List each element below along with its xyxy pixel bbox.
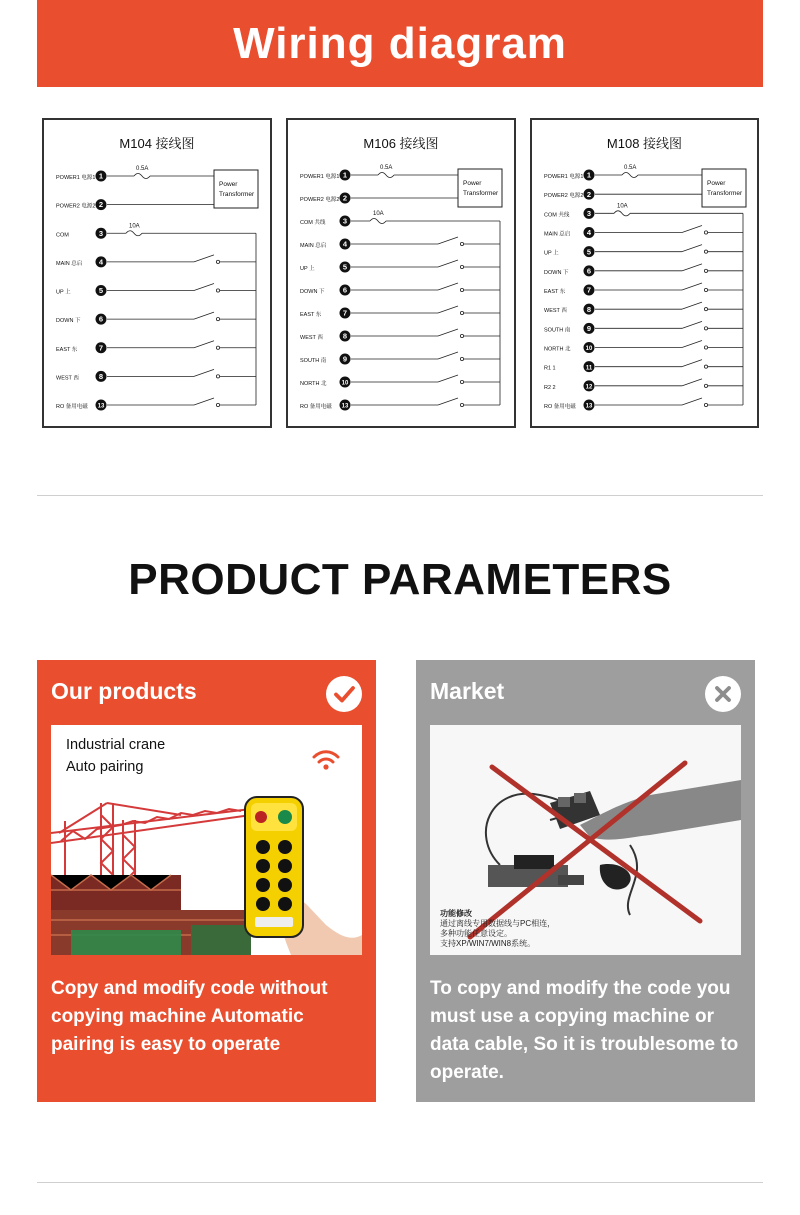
switch-terminal — [216, 318, 219, 321]
terminal-number: 13 — [585, 403, 593, 410]
terminal-number: 8 — [586, 304, 592, 314]
switch-terminal — [704, 365, 707, 368]
switch-terminal — [704, 231, 707, 234]
photo-text-line: 多种功能任意设定。 — [440, 929, 512, 938]
terminal-label: EAST 东 — [544, 289, 566, 295]
power-transformer-box — [702, 169, 746, 207]
terminal-label: WEST 西 — [300, 335, 323, 341]
switch-contact — [682, 341, 702, 348]
switch-contact — [438, 398, 458, 405]
terminal-number: 2 — [98, 200, 104, 210]
switch-terminal — [704, 327, 707, 330]
fuse-com-label: 10A — [129, 223, 140, 230]
caption-auto-pairing: Auto pairing — [66, 759, 144, 775]
switch-terminal — [216, 289, 219, 292]
terminal-label: WEST 西 — [544, 308, 567, 315]
terminal-label: POWER2 电源2 — [56, 203, 96, 210]
terminal-label: UP 上 — [300, 266, 315, 272]
card-title: Our products — [51, 678, 197, 704]
market-description: To copy and modify the code you must use a copying machine or data cable, So it is troublesome to operate. — [430, 978, 739, 1083]
fuse-power-label: 0.5A — [380, 165, 393, 171]
switch-contact — [682, 226, 702, 233]
terminal-label: RO 备用电磁 — [544, 404, 576, 410]
terminal-label: DOWN 下 — [544, 269, 569, 276]
switch-contact — [438, 306, 458, 313]
terminal-number: 1 — [342, 170, 348, 180]
transformer-label: Transformer — [707, 190, 743, 197]
switch-contact — [194, 284, 214, 291]
switch-terminal — [216, 403, 219, 406]
switch-terminal — [704, 384, 707, 387]
switch-contact — [682, 379, 702, 386]
switch-terminal — [704, 269, 707, 272]
terminal-label: SOUTH 南 — [544, 327, 571, 334]
terminal-number: 3 — [342, 216, 348, 226]
close-icon — [705, 676, 741, 712]
switch-terminal — [460, 357, 463, 360]
switch-contact — [194, 341, 214, 348]
terminal-number: 3 — [98, 228, 104, 238]
market-photo — [430, 725, 741, 955]
terminal-number: 12 — [585, 384, 593, 391]
power-transformer-box — [458, 169, 502, 207]
terminal-number: 2 — [342, 193, 348, 203]
crane-photo — [51, 725, 362, 955]
switch-contact — [194, 312, 214, 319]
terminal-label: POWER2 电源2 — [300, 197, 340, 203]
switch-contact — [438, 237, 458, 244]
wiring-diagram-m106 — [286, 118, 516, 428]
switch-contact — [438, 352, 458, 359]
terminal-number: 13 — [341, 403, 349, 410]
terminal-label: RO 备用电磁 — [300, 404, 332, 410]
switch-terminal — [460, 265, 463, 268]
fuse-power-label: 0.5A — [624, 165, 637, 171]
card-market — [416, 660, 755, 1102]
switch-terminal — [460, 311, 463, 314]
terminal-number: 8 — [342, 331, 348, 341]
fuse-com-label: 10A — [373, 211, 384, 217]
switch-contact — [682, 398, 702, 405]
check-icon — [326, 676, 362, 712]
switch-contact — [682, 264, 702, 271]
diagram-title: M106 接线图 — [363, 136, 439, 151]
terminal-number: 9 — [342, 354, 348, 364]
terminal-number: 11 — [585, 365, 593, 372]
switch-terminal — [704, 250, 707, 253]
terminal-label: COM 共线 — [544, 212, 570, 219]
switch-contact — [682, 360, 702, 367]
wiring-svg — [532, 120, 757, 426]
card-title: Market — [430, 678, 505, 704]
switch-terminal — [460, 403, 463, 406]
switch-terminal — [704, 308, 707, 311]
terminal-label: WEST 西 — [56, 375, 79, 382]
market-photo-text — [440, 909, 555, 949]
terminal-label: POWER1 电源1 — [56, 175, 96, 181]
wiring-diagram-m104 — [42, 118, 272, 428]
switch-contact — [438, 260, 458, 267]
wiring-svg — [44, 120, 270, 426]
switch-terminal — [216, 346, 219, 349]
switch-terminal — [704, 346, 707, 349]
terminal-number: 7 — [98, 343, 104, 353]
switch-terminal — [216, 260, 219, 263]
terminal-label: POWER1 电源1 — [544, 174, 584, 180]
photo-text-line: 支持XP/WIN7/WIN8系统。 — [440, 939, 536, 948]
fuse-power — [134, 174, 150, 179]
switch-contact — [438, 375, 458, 382]
switch-terminal — [460, 334, 463, 337]
terminal-label: POWER2 电源2 — [544, 193, 584, 200]
switch-contact — [194, 398, 214, 405]
terminal-number: 6 — [342, 285, 348, 295]
diagram-title: M108 接线图 — [606, 136, 683, 151]
wiring-diagrams — [40, 118, 760, 430]
terminal-label: NORTH 北 — [544, 346, 571, 353]
switch-terminal — [704, 288, 707, 291]
photo-text-line: 通过离线专用数据线与PC相连， — [440, 919, 556, 928]
terminal-label: MAIN 总启 — [300, 243, 327, 249]
transformer-label: Power — [463, 180, 482, 187]
terminal-label: EAST 东 — [56, 346, 78, 353]
terminal-label: DOWN 下 — [56, 318, 81, 325]
switch-contact — [194, 369, 214, 376]
transformer-label: Power — [219, 181, 238, 188]
switch-terminal — [216, 375, 219, 378]
photo-text-line: 功能修改 — [440, 909, 472, 918]
transformer-label: Transformer — [219, 191, 255, 198]
terminal-number: 4 — [342, 239, 348, 249]
terminal-number: 1 — [586, 170, 592, 180]
caption-industrial-crane: Industrial crane — [66, 737, 166, 753]
terminal-number: 8 — [98, 371, 104, 381]
switch-terminal — [704, 403, 707, 406]
terminal-number: 4 — [98, 257, 104, 267]
switch-contact — [682, 321, 702, 328]
divider-top — [37, 495, 763, 496]
wiring-title: Wiring diagram — [233, 18, 567, 68]
fuse-com-label: 10A — [617, 203, 628, 210]
switch-terminal — [460, 380, 463, 383]
power-transformer-box — [214, 170, 258, 208]
terminal-number: 5 — [98, 286, 104, 296]
terminal-label: EAST 东 — [300, 312, 322, 318]
fuse-com — [614, 211, 630, 216]
params-title: PRODUCT PARAMETERS — [128, 555, 672, 604]
terminal-label: R1 1 — [544, 365, 556, 372]
switch-contact — [438, 329, 458, 336]
diagram-title: M104 接线图 — [119, 136, 195, 151]
terminal-label: NORTH 北 — [300, 381, 327, 387]
wiring-banner — [37, 0, 763, 87]
wifi-icon — [311, 747, 341, 773]
terminal-label: MAIN 总启 — [56, 260, 83, 267]
fuse-com — [370, 219, 386, 224]
terminal-label: MAIN 总启 — [544, 231, 571, 238]
switch-terminal — [460, 288, 463, 291]
fuse-power — [378, 173, 394, 178]
wiring-diagram-m108 — [530, 118, 759, 428]
terminal-label: UP 上 — [544, 250, 559, 257]
terminal-number: 4 — [586, 228, 592, 238]
terminal-number: 10 — [341, 380, 349, 387]
terminal-number: 13 — [97, 403, 105, 410]
terminal-number: 2 — [586, 189, 592, 199]
terminal-label: DOWN 下 — [300, 289, 325, 295]
switch-terminal — [460, 242, 463, 245]
terminal-number: 6 — [586, 266, 592, 276]
our-products-description: Copy and modify code without copying machine Automatic pairing is easy to operate — [51, 978, 328, 1055]
terminal-label: COM — [56, 232, 69, 239]
switch-contact — [682, 283, 702, 290]
terminal-label: COM 共线 — [300, 220, 326, 226]
switch-contact — [438, 283, 458, 290]
terminal-label: UP 上 — [56, 289, 71, 296]
terminal-label: POWER1 电源1 — [300, 174, 340, 180]
terminal-number: 5 — [342, 262, 348, 272]
terminal-number: 10 — [585, 346, 593, 353]
terminal-label: SOUTH 南 — [300, 358, 327, 364]
terminal-label: RO 备用电磁 — [56, 404, 88, 410]
terminal-number: 7 — [586, 285, 592, 295]
switch-contact — [682, 302, 702, 309]
wiring-svg — [288, 120, 514, 426]
transformer-label: Power — [707, 180, 726, 187]
fuse-power-label: 0.5A — [136, 166, 149, 172]
transformer-label: Transformer — [463, 190, 499, 197]
terminal-number: 1 — [98, 171, 104, 181]
terminal-number: 5 — [586, 247, 592, 257]
card-our-products — [37, 660, 376, 1102]
divider-bottom — [37, 1182, 763, 1183]
terminal-label: R2 2 — [544, 384, 556, 391]
switch-contact — [682, 245, 702, 252]
terminal-number: 3 — [586, 208, 592, 218]
fuse-power — [622, 173, 638, 178]
fuse-com — [126, 231, 142, 236]
terminal-number: 6 — [98, 314, 104, 324]
terminal-number: 9 — [586, 323, 592, 333]
terminal-number: 7 — [342, 308, 348, 318]
switch-contact — [194, 255, 214, 262]
